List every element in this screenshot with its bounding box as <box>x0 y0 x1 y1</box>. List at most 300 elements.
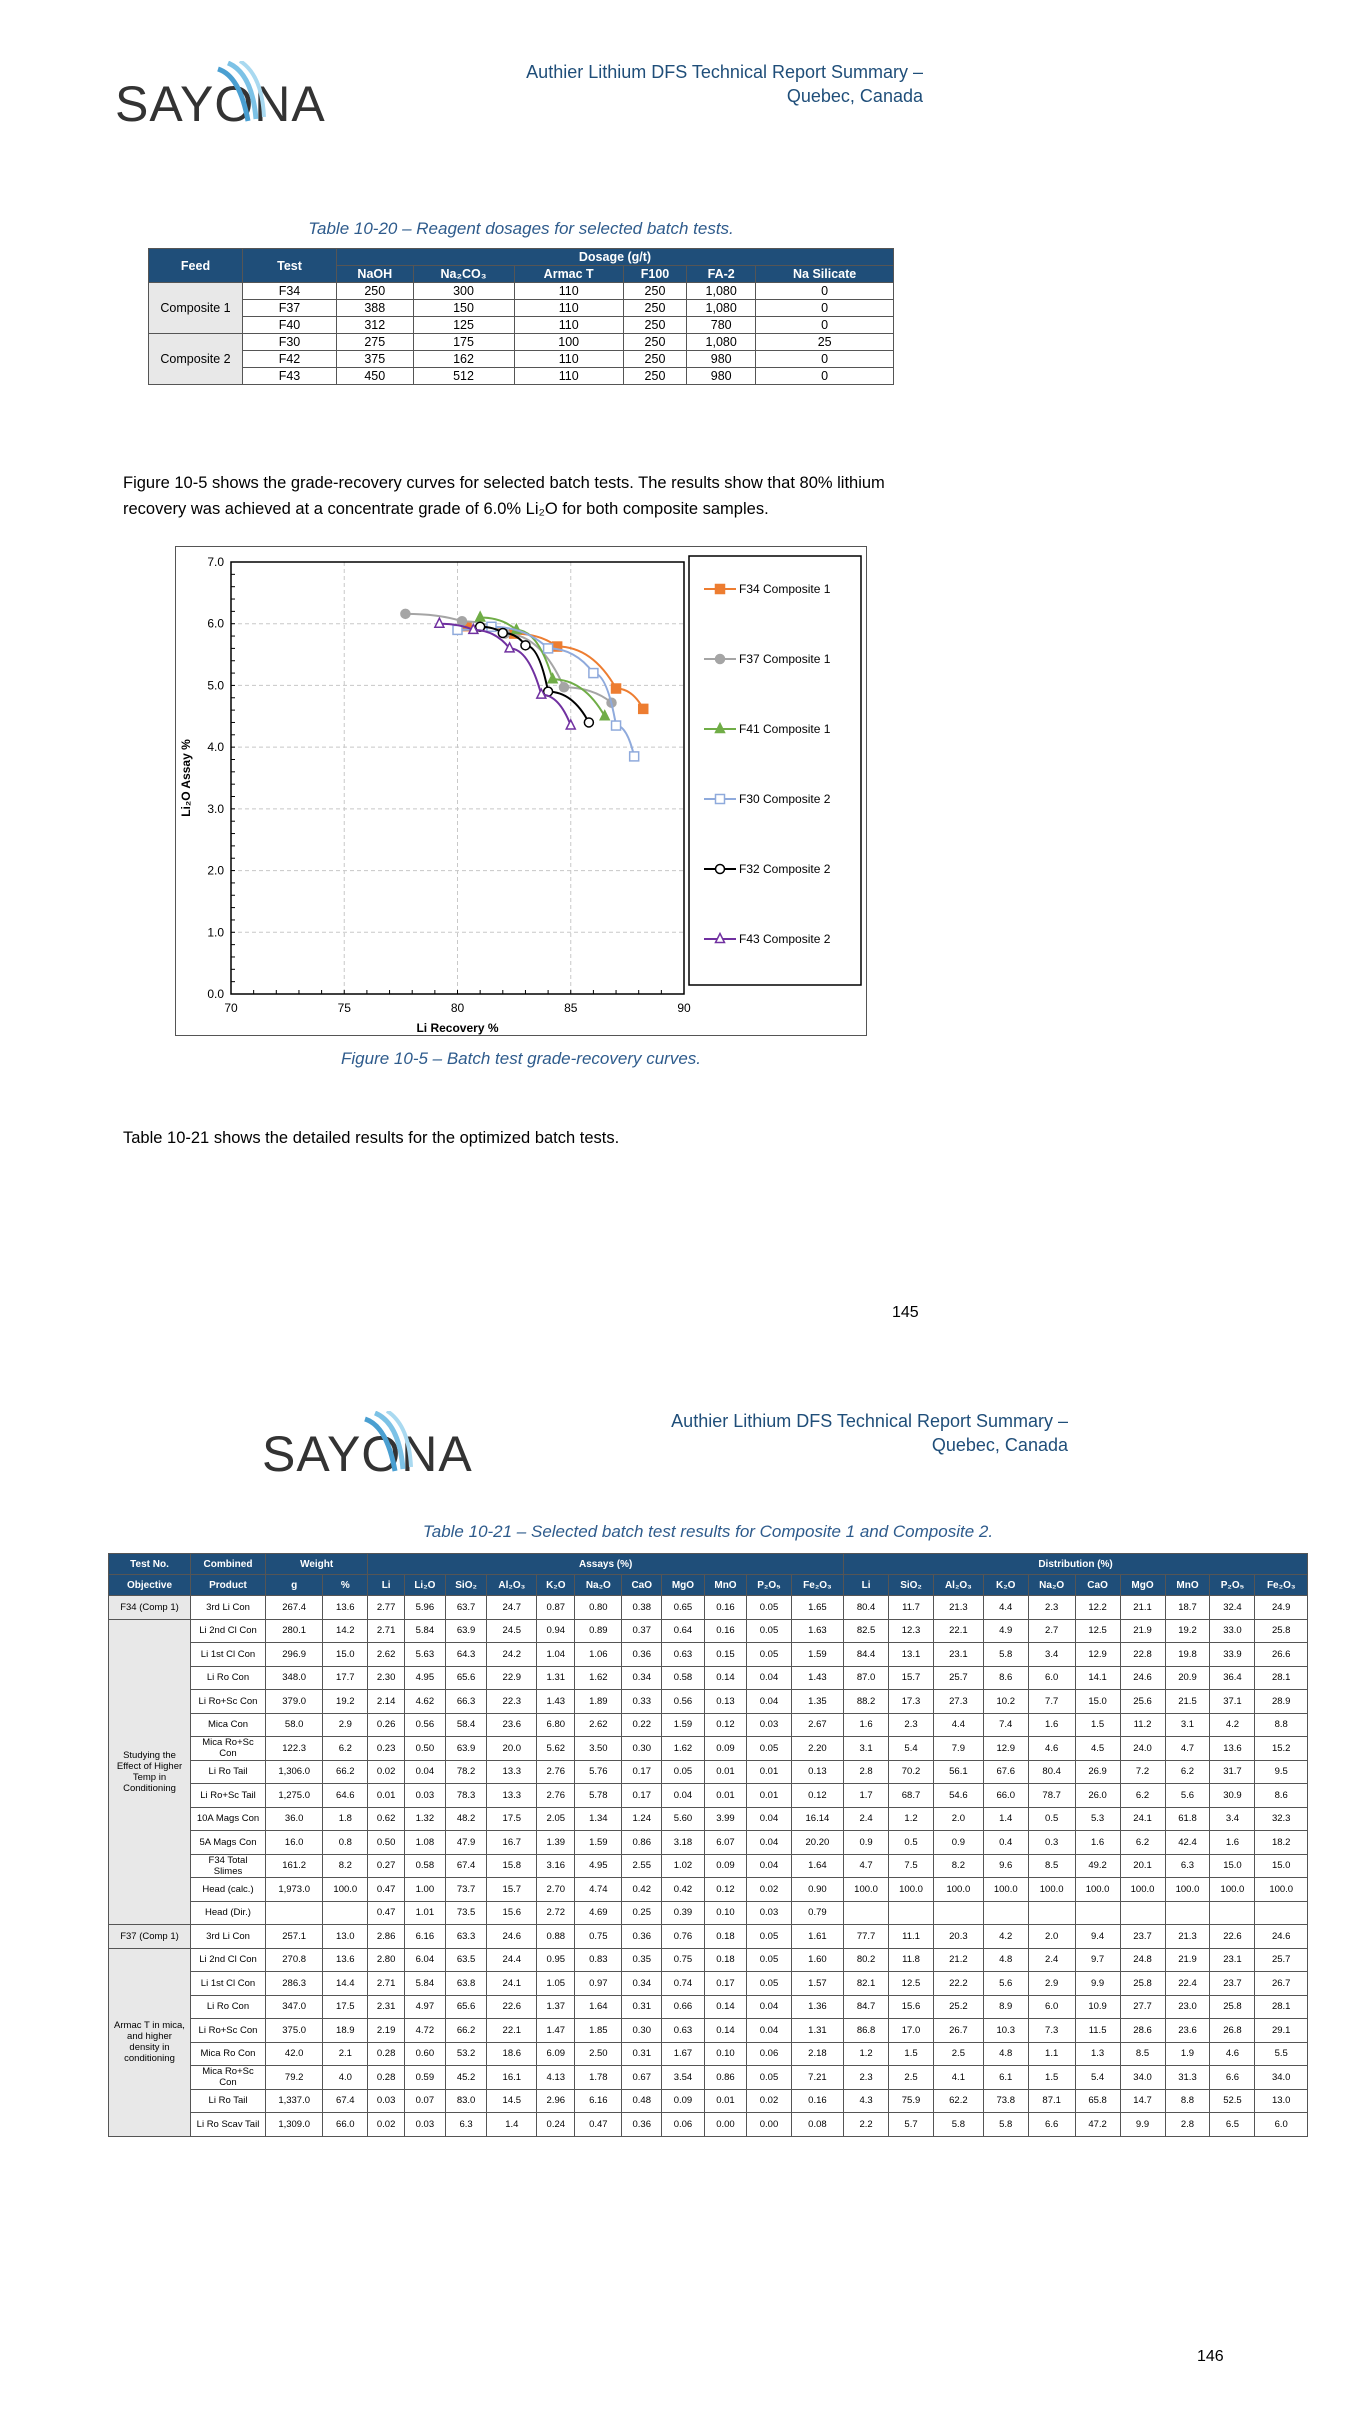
value-cell: 100.0 <box>934 1878 984 1902</box>
product-cell: Li Ro+Sc Con <box>191 1690 266 1714</box>
value-cell: 24.8 <box>1120 1948 1165 1972</box>
value-cell: 6.3 <box>445 2113 487 2137</box>
subheader-cell: Product <box>191 1575 266 1596</box>
data-point <box>435 618 444 627</box>
value-cell: 0.62 <box>368 1807 405 1831</box>
legend-label: F43 Composite 2 <box>739 932 831 946</box>
value-cell: 0.01 <box>704 1784 747 1808</box>
value-cell: 12.9 <box>983 1737 1028 1761</box>
subheader-cell: Na₂O <box>575 1575 622 1596</box>
value-cell: 4.8 <box>983 1948 1028 1972</box>
y-tick-label: 5.0 <box>207 678 224 693</box>
value-cell: 7.7 <box>1028 1690 1075 1714</box>
value-cell: 2.14 <box>368 1690 405 1714</box>
value-cell: 26.6 <box>1255 1643 1308 1667</box>
value-cell: 24.9 <box>1255 1596 1308 1620</box>
value-cell: 75.9 <box>889 2089 934 2113</box>
dosage-cell: 110 <box>514 300 623 317</box>
value-cell: 24.6 <box>487 1925 537 1949</box>
value-cell: 2.8 <box>1165 2113 1210 2137</box>
product-cell: Li Ro+Sc Con <box>191 2019 266 2043</box>
value-cell: 0.05 <box>747 2066 792 2090</box>
value-cell: 63.3 <box>445 1925 487 1949</box>
value-cell: 2.3 <box>889 1713 934 1737</box>
dosage-cell: 162 <box>413 351 514 368</box>
value-cell: 66.0 <box>983 1784 1028 1808</box>
value-cell: 14.1 <box>1075 1666 1120 1690</box>
header-line-1: Authier Lithium DFS Technical Report Summary – <box>526 62 923 82</box>
value-cell: 24.5 <box>487 1619 537 1643</box>
value-cell: 22.6 <box>487 1995 537 2019</box>
x-tick-label: 80 <box>450 1001 465 1015</box>
logo-feather-icon <box>210 61 270 131</box>
product-cell: 3rd Li Con <box>191 1596 266 1620</box>
value-cell: 65.6 <box>445 1995 487 2019</box>
value-cell: 63.8 <box>445 1972 487 1996</box>
value-cell: 8.5 <box>1120 2042 1165 2066</box>
value-cell: 5.4 <box>889 1737 934 1761</box>
value-cell: 0.30 <box>622 1737 662 1761</box>
value-cell: 0.66 <box>662 1995 705 2019</box>
value-cell: 0.9 <box>844 1831 889 1855</box>
value-cell: 84.4 <box>844 1643 889 1667</box>
value-cell: 3.4 <box>1028 1643 1075 1667</box>
value-cell: 2.2 <box>844 2113 889 2137</box>
value-cell: 16.0 <box>266 1831 323 1855</box>
subheader-cell: Li <box>844 1575 889 1596</box>
value-cell: 22.9 <box>487 1666 537 1690</box>
value-cell: 0.01 <box>704 2089 747 2113</box>
value-cell: 100.0 <box>889 1878 934 1902</box>
value-cell: 28.1 <box>1255 1666 1308 1690</box>
value-cell: 63.9 <box>445 1737 487 1761</box>
legend-label: F37 Composite 1 <box>739 652 831 666</box>
value-cell: 1.1 <box>1028 2042 1075 2066</box>
value-cell: 0.12 <box>791 1784 843 1808</box>
value-cell: 58.4 <box>445 1713 487 1737</box>
value-cell: 73.7 <box>445 1878 487 1902</box>
value-cell: 0.60 <box>404 2042 445 2066</box>
value-cell: 5.8 <box>983 1643 1028 1667</box>
table-10-21-caption: Table 10-21 – Selected batch test results for Composite 1 and Composite 2. <box>422 1522 994 1541</box>
value-cell <box>266 1901 323 1925</box>
value-cell: 0.56 <box>662 1690 705 1714</box>
value-cell: 65.6 <box>445 1666 487 1690</box>
value-cell: 0.01 <box>368 1784 405 1808</box>
y-tick-label: 1.0 <box>207 925 224 940</box>
feed-cell: Composite 1 <box>149 283 243 334</box>
product-cell: Li Ro Tail <box>191 1760 266 1784</box>
table-row <box>109 1643 1308 1667</box>
value-cell: 17.7 <box>323 1666 368 1690</box>
value-cell <box>1075 1901 1120 1925</box>
report-header-title <box>526 60 923 108</box>
y-tick-label: 7.0 <box>207 555 224 569</box>
y-tick-label: 4.0 <box>207 740 224 755</box>
value-cell: 1.8 <box>323 1807 368 1831</box>
value-cell: 5.8 <box>934 2113 984 2137</box>
value-cell: 0.02 <box>747 1878 792 1902</box>
subheader-cell: Li <box>368 1575 405 1596</box>
subheader-cell: K₂O <box>983 1575 1028 1596</box>
value-cell: 80.2 <box>844 1948 889 1972</box>
table-row <box>109 1995 1308 2019</box>
value-cell: 8.2 <box>323 1854 368 1878</box>
value-cell: 5.84 <box>404 1619 445 1643</box>
value-cell: 1.00 <box>404 1878 445 1902</box>
value-cell: 0.00 <box>704 2113 747 2137</box>
value-cell: 0.67 <box>622 2066 662 2090</box>
value-cell: 0.05 <box>747 1972 792 1996</box>
value-cell: 0.88 <box>537 1925 575 1949</box>
value-cell: 18.7 <box>1165 1596 1210 1620</box>
subheader-cell: SiO₂ <box>445 1575 487 1596</box>
test-cell: F40 <box>243 317 337 334</box>
value-cell: 0.02 <box>368 2113 405 2137</box>
value-cell: 1.06 <box>575 1643 622 1667</box>
value-cell: 22.4 <box>1165 1972 1210 1996</box>
value-cell: 1.2 <box>889 1807 934 1831</box>
value-cell: 73.5 <box>445 1901 487 1925</box>
table-row <box>109 2089 1308 2113</box>
value-cell: 2.55 <box>622 1854 662 1878</box>
subheader-cell: Al₂O₃ <box>934 1575 984 1596</box>
value-cell: 0.18 <box>704 1925 747 1949</box>
value-cell: 1.61 <box>791 1925 843 1949</box>
table-row <box>149 317 894 334</box>
value-cell: 2.9 <box>323 1713 368 1737</box>
value-cell: 2.71 <box>368 1619 405 1643</box>
value-cell: 100.0 <box>1255 1878 1308 1902</box>
value-cell: 23.6 <box>487 1713 537 1737</box>
value-cell: 0.95 <box>537 1948 575 1972</box>
value-cell: 70.2 <box>889 1760 934 1784</box>
value-cell: 1.7 <box>844 1784 889 1808</box>
value-cell <box>1210 1901 1255 1925</box>
value-cell: 11.5 <box>1075 2019 1120 2043</box>
value-cell: 87.1 <box>1028 2089 1075 2113</box>
value-cell: 1.57 <box>791 1972 843 1996</box>
value-cell: 25.2 <box>934 1995 984 2019</box>
value-cell: 62.2 <box>934 2089 984 2113</box>
value-cell: 0.17 <box>704 1972 747 1996</box>
value-cell: 0.5 <box>889 1831 934 1855</box>
value-cell: 5.60 <box>662 1807 705 1831</box>
value-cell: 37.1 <box>1210 1690 1255 1714</box>
value-cell: 0.16 <box>791 2089 843 2113</box>
logo-feather-icon <box>357 1411 417 1481</box>
legend-marker <box>716 865 725 874</box>
value-cell: 0.90 <box>791 1878 843 1902</box>
value-cell: 0.34 <box>622 1972 662 1996</box>
dosage-cell: 1,080 <box>687 283 756 300</box>
value-cell: 6.16 <box>575 2089 622 2113</box>
value-cell: 0.25 <box>622 1901 662 1925</box>
value-cell: 13.3 <box>487 1760 537 1784</box>
value-cell: 17.5 <box>323 1995 368 2019</box>
value-cell: 45.2 <box>445 2066 487 2090</box>
value-cell: 79.2 <box>266 2066 323 2090</box>
value-cell: 2.19 <box>368 2019 405 2043</box>
value-cell: 15.6 <box>487 1901 537 1925</box>
value-cell: 22.1 <box>487 2019 537 2043</box>
test-cell: F34 <box>243 283 337 300</box>
company-logo-page2 <box>262 1425 473 1483</box>
value-cell: 3.54 <box>662 2066 705 2090</box>
value-cell: 5.84 <box>404 1972 445 1996</box>
value-cell: 1,337.0 <box>266 2089 323 2113</box>
value-cell: 0.47 <box>575 2113 622 2137</box>
value-cell: 33.9 <box>1210 1643 1255 1667</box>
value-cell: 0.24 <box>537 2113 575 2137</box>
reagent-dosage-table <box>148 248 894 385</box>
value-cell: 6.07 <box>704 1831 747 1855</box>
col-armac-t: Armac T <box>514 266 623 283</box>
table-10-20-caption: Table 10-20 – Reagent dosages for selected batch tests. <box>308 219 734 238</box>
paragraph-line-2: recovery was achieved at a concentrate grade of 6.0% Li₂O for both composite samples. <box>123 500 769 518</box>
value-cell: 0.05 <box>747 1596 792 1620</box>
dosage-cell: 25 <box>756 334 894 351</box>
value-cell: 5.3 <box>1075 1807 1120 1831</box>
value-cell: 0.09 <box>704 1737 747 1761</box>
value-cell: 61.8 <box>1165 1807 1210 1831</box>
value-cell: 0.9 <box>934 1831 984 1855</box>
value-cell: 1,309.0 <box>266 2113 323 2137</box>
dosage-cell: 125 <box>413 317 514 334</box>
value-cell: 5.6 <box>1165 1784 1210 1808</box>
value-cell: 296.9 <box>266 1643 323 1667</box>
value-cell: 0.12 <box>704 1878 747 1902</box>
value-cell: 24.1 <box>487 1972 537 1996</box>
col-f100: F100 <box>623 266 686 283</box>
table-row <box>109 1878 1308 1902</box>
value-cell: 12.2 <box>1075 1596 1120 1620</box>
value-cell: 0.03 <box>404 2113 445 2137</box>
objective-cell: F37 (Comp 1) <box>109 1925 191 1949</box>
value-cell: 22.1 <box>934 1619 984 1643</box>
value-cell: 0.06 <box>662 2113 705 2137</box>
value-cell: 15.6 <box>889 1995 934 2019</box>
table-row <box>109 2066 1308 2090</box>
value-cell: 4.6 <box>1028 1737 1075 1761</box>
value-cell: 1.64 <box>575 1995 622 2019</box>
value-cell: 1.2 <box>844 2042 889 2066</box>
dosage-cell: 110 <box>514 368 623 385</box>
value-cell: 3.99 <box>704 1807 747 1831</box>
value-cell: 3.1 <box>844 1737 889 1761</box>
value-cell: 100.0 <box>1120 1878 1165 1902</box>
legend-label: F41 Composite 1 <box>739 722 831 736</box>
value-cell: 1.60 <box>791 1948 843 1972</box>
value-cell: 6.2 <box>1120 1784 1165 1808</box>
value-cell: 1.89 <box>575 1690 622 1714</box>
value-cell: 82.5 <box>844 1619 889 1643</box>
table-row <box>109 1666 1308 1690</box>
value-cell: 21.1 <box>1120 1596 1165 1620</box>
value-cell: 4.1 <box>934 2066 984 2090</box>
value-cell: 1.35 <box>791 1690 843 1714</box>
value-cell: 24.6 <box>1255 1925 1308 1949</box>
value-cell: 0.01 <box>704 1760 747 1784</box>
dosage-cell: 0 <box>756 351 894 368</box>
value-cell: 5.63 <box>404 1643 445 1667</box>
value-cell: 17.5 <box>487 1807 537 1831</box>
table-row <box>149 368 894 385</box>
value-cell: 0.01 <box>747 1784 792 1808</box>
value-cell: 1.31 <box>537 1666 575 1690</box>
dosage-cell: 150 <box>413 300 514 317</box>
value-cell: 0.04 <box>747 1666 792 1690</box>
data-point <box>612 721 621 730</box>
col-feed: Feed <box>149 249 243 283</box>
col-distribution: Distribution (%) <box>844 1554 1308 1575</box>
value-cell: 8.6 <box>1255 1784 1308 1808</box>
value-cell: 0.64 <box>662 1619 705 1643</box>
value-cell: 13.0 <box>323 1925 368 1949</box>
value-cell: 4.62 <box>404 1690 445 1714</box>
value-cell: 0.76 <box>662 1925 705 1949</box>
value-cell: 2.20 <box>791 1737 843 1761</box>
dosage-cell: 250 <box>337 283 414 300</box>
value-cell: 11.7 <box>889 1596 934 1620</box>
subheader-cell: P₂O₅ <box>1210 1575 1255 1596</box>
value-cell: 267.4 <box>266 1596 323 1620</box>
value-cell: 2.0 <box>934 1807 984 1831</box>
col-naoh: NaOH <box>337 266 414 283</box>
legend-label: F30 Composite 2 <box>739 792 831 806</box>
legend-marker <box>716 585 725 594</box>
col-weight: Weight <box>266 1554 368 1575</box>
value-cell: 100.0 <box>844 1878 889 1902</box>
value-cell: 15.0 <box>1255 1854 1308 1878</box>
test-cell: F42 <box>243 351 337 368</box>
value-cell: 9.9 <box>1075 1972 1120 1996</box>
value-cell: 0.14 <box>704 2019 747 2043</box>
value-cell: 379.0 <box>266 1690 323 1714</box>
test-cell: F37 <box>243 300 337 317</box>
table-row <box>149 351 894 368</box>
value-cell: 0.28 <box>368 2042 405 2066</box>
product-cell: Head (Dir.) <box>191 1901 266 1925</box>
value-cell: 2.8 <box>844 1760 889 1784</box>
value-cell <box>1120 1901 1165 1925</box>
y-tick-label: 3.0 <box>207 801 224 816</box>
value-cell: 1.34 <box>575 1807 622 1831</box>
value-cell: 78.3 <box>445 1784 487 1808</box>
chart-plot-svg <box>176 547 866 1035</box>
value-cell: 0.58 <box>404 1854 445 1878</box>
value-cell: 4.5 <box>1075 1737 1120 1761</box>
value-cell: 14.2 <box>323 1619 368 1643</box>
value-cell: 2.9 <box>1028 1972 1075 1996</box>
product-cell: Li 2nd Cl Con <box>191 1948 266 1972</box>
value-cell: 24.0 <box>1120 1737 1165 1761</box>
value-cell: 0.04 <box>747 2019 792 2043</box>
value-cell: 1.9 <box>1165 2042 1210 2066</box>
value-cell: 27.3 <box>934 1690 984 1714</box>
objective-cell: Armac T in mica, and higher density in conditioning <box>109 1948 191 2136</box>
subheader-cell: P₂O₅ <box>747 1575 792 1596</box>
value-cell: 0.12 <box>704 1713 747 1737</box>
value-cell: 1.37 <box>537 1995 575 2019</box>
value-cell: 0.03 <box>404 1784 445 1808</box>
value-cell: 1.78 <box>575 2066 622 2090</box>
value-cell: 25.8 <box>1255 1619 1308 1643</box>
value-cell: 53.2 <box>445 2042 487 2066</box>
value-cell: 16.1 <box>487 2066 537 2090</box>
value-cell: 11.1 <box>889 1925 934 1949</box>
dosage-cell: 0 <box>756 317 894 334</box>
value-cell: 4.2 <box>1210 1713 1255 1737</box>
figure-10-5-caption: Figure 10-5 – Batch test grade-recovery curves. <box>341 1049 701 1068</box>
value-cell: 9.9 <box>1120 2113 1165 2137</box>
value-cell: 1.4 <box>983 1807 1028 1831</box>
value-cell: 6.80 <box>537 1713 575 1737</box>
value-cell: 25.6 <box>1120 1690 1165 1714</box>
value-cell: 9.6 <box>983 1854 1028 1878</box>
value-cell: 100.0 <box>1210 1878 1255 1902</box>
data-point <box>612 684 621 693</box>
product-cell: 10A Mags Con <box>191 1807 266 1831</box>
value-cell <box>1255 1901 1308 1925</box>
value-cell: 4.13 <box>537 2066 575 2090</box>
value-cell: 23.1 <box>1210 1948 1255 1972</box>
value-cell: 0.47 <box>368 1901 405 1925</box>
value-cell: 42.0 <box>266 2042 323 2066</box>
value-cell: 88.2 <box>844 1690 889 1714</box>
dosage-cell: 1,080 <box>687 334 756 351</box>
dosage-cell: 250 <box>623 368 686 385</box>
value-cell: 47.2 <box>1075 2113 1120 2137</box>
value-cell: 2.62 <box>368 1643 405 1667</box>
dosage-cell: 110 <box>514 351 623 368</box>
subheader-cell: % <box>323 1575 368 1596</box>
value-cell: 6.5 <box>1210 2113 1255 2137</box>
product-cell: Li Ro Tail <box>191 2089 266 2113</box>
value-cell: 0.75 <box>575 1925 622 1949</box>
value-cell: 0.03 <box>368 2089 405 2113</box>
value-cell: 66.3 <box>445 1690 487 1714</box>
value-cell: 1.6 <box>1210 1831 1255 1855</box>
value-cell: 12.5 <box>1075 1619 1120 1643</box>
value-cell: 6.3 <box>1165 1854 1210 1878</box>
value-cell: 34.0 <box>1120 2066 1165 2090</box>
value-cell: 13.6 <box>323 1948 368 1972</box>
test-cell: F43 <box>243 368 337 385</box>
value-cell: 0.39 <box>662 1901 705 1925</box>
value-cell <box>889 1901 934 1925</box>
value-cell: 82.1 <box>844 1972 889 1996</box>
value-cell: 23.1 <box>934 1643 984 1667</box>
value-cell: 12.3 <box>889 1619 934 1643</box>
value-cell: 0.36 <box>622 1643 662 1667</box>
grade-recovery-chart <box>175 546 867 1036</box>
value-cell: 0.13 <box>791 1760 843 1784</box>
col-fa2: FA-2 <box>687 266 756 283</box>
value-cell: 4.95 <box>575 1854 622 1878</box>
y-tick-label: 6.0 <box>207 616 224 631</box>
value-cell: 0.56 <box>404 1713 445 1737</box>
table-row <box>109 1925 1308 1949</box>
dosage-cell: 250 <box>623 334 686 351</box>
value-cell: 25.8 <box>1210 1995 1255 2019</box>
value-cell: 270.8 <box>266 1948 323 1972</box>
value-cell: 83.0 <box>445 2089 487 2113</box>
value-cell: 0.26 <box>368 1713 405 1737</box>
value-cell: 12.5 <box>889 1972 934 1996</box>
value-cell: 0.18 <box>704 1948 747 1972</box>
value-cell: 100.0 <box>1075 1878 1120 1902</box>
